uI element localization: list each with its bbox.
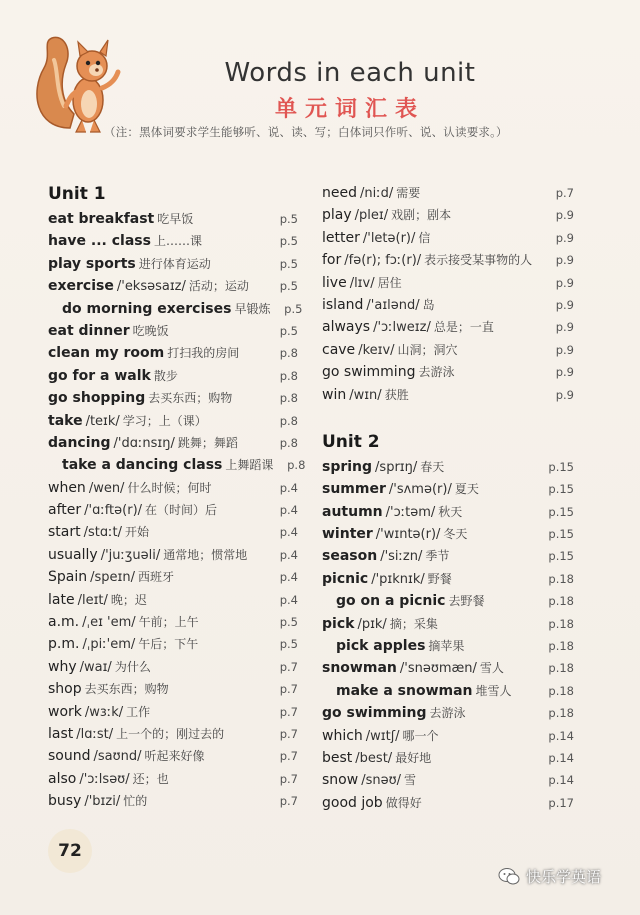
vocab-word: always: [322, 319, 371, 336]
vocab-entry: [48, 208, 298, 230]
vocab-entry: [322, 316, 574, 338]
vocab-page-ref: p.9: [555, 365, 574, 380]
vocab-page-ref: p.18: [548, 683, 574, 698]
vocab-word: cave: [322, 341, 356, 358]
vocab-word: go shopping: [48, 390, 146, 407]
vocab-meaning: 为什么: [114, 659, 151, 674]
vocab-word: work: [48, 703, 82, 720]
vocab-entry: [48, 320, 298, 342]
vocab-phonetic: /'ɔːlsəʊ/: [79, 771, 130, 787]
vocab-entry: [322, 501, 574, 523]
vocab-word: take: [48, 412, 83, 429]
vocab-meaning: 打扫我的房间: [167, 346, 240, 361]
vocab-word: shop: [48, 681, 82, 698]
vocab-word: busy: [48, 793, 82, 810]
vocab-entry: [48, 387, 298, 409]
vocab-word: eat breakfast: [48, 211, 155, 227]
vocab-meaning: 戏剧；剧本: [391, 208, 452, 223]
right-column: [322, 182, 574, 814]
vocab-meaning: 早锻炼: [234, 301, 271, 316]
vocab-entry: [322, 725, 574, 747]
vocab-meaning: 获胜: [384, 387, 409, 402]
vocab-page-ref: p.18: [548, 571, 574, 586]
vocab-word: after: [48, 502, 82, 519]
vocab-meaning: 去游泳: [429, 706, 466, 721]
vocab-page-ref: p.9: [555, 253, 574, 268]
vocab-entry: [48, 410, 298, 432]
vocab-entry: [322, 769, 574, 791]
vocab-word: go swimming: [322, 364, 416, 381]
vocab-word: eat dinner: [48, 322, 130, 339]
vocab-page-ref: p.7: [279, 771, 298, 786]
vocab-entry: [48, 477, 298, 499]
vocab-page-ref: p.15: [548, 482, 574, 497]
vocab-phonetic: /fə(r); fɔː(r)/: [344, 253, 422, 269]
vocab-entry: [48, 454, 306, 476]
vocab-word: play sports: [48, 255, 136, 272]
usage-note: （注：黑体词要求学生能够听、说、读、写；白体词只作听、说、认读要求。）: [104, 125, 508, 139]
vocab-word: picnic: [322, 570, 369, 587]
vocab-page-ref: p.5: [279, 279, 298, 294]
vocab-meaning: 春天: [420, 459, 445, 474]
vocab-phonetic: /pɪk/: [357, 616, 387, 632]
vocab-entry: [322, 680, 574, 702]
unit-1-heading: Unit 1: [48, 184, 106, 204]
left-column: [48, 182, 306, 813]
vocab-meaning: 哪一个: [402, 728, 439, 743]
vocab-entry: [48, 298, 303, 320]
vocab-entry: [322, 272, 574, 294]
vocab-entry: [48, 678, 298, 700]
vocab-entry: [322, 702, 574, 724]
vocab-page-ref: p.9: [555, 387, 574, 402]
vocab-word: start: [48, 524, 81, 541]
vocab-phonetic: /wɜːk/: [84, 704, 124, 720]
vocab-meaning: 晚；迟: [110, 592, 147, 607]
vocab-word: spring: [322, 458, 373, 475]
vocab-phonetic: /wen/: [88, 480, 125, 496]
vocab-word: play: [322, 207, 352, 224]
vocab-meaning: 跳舞；舞蹈: [177, 435, 238, 450]
vocab-page-ref: p.4: [279, 525, 298, 540]
vocab-page-ref: p.14: [548, 773, 574, 788]
vocab-meaning: 去游泳: [418, 365, 455, 380]
vocab-entry: [48, 768, 298, 790]
vocab-page-ref: p.7: [279, 749, 298, 764]
vocab-entry: [322, 456, 574, 478]
vocab-entry: [322, 182, 574, 204]
vocab-word: late: [48, 591, 75, 608]
vocab-page-ref: p.15: [548, 527, 574, 542]
vocab-word: go on a picnic: [336, 593, 446, 610]
vocab-page-ref: p.7: [279, 794, 298, 809]
vocab-meaning: 居住: [377, 275, 402, 290]
page-title: Words in each unit: [224, 58, 476, 88]
vocab-phonetic: /stɑːt/: [83, 525, 122, 541]
vocab-page-ref: p.8: [287, 458, 306, 473]
vocab-meaning: 做得好: [385, 795, 422, 810]
vocab-entry: [48, 253, 298, 275]
vocab-page-ref: p.18: [548, 616, 574, 631]
vocab-phonetic: /'eksəsaɪz/: [116, 279, 186, 295]
vocab-meaning: 午前；上午: [138, 615, 199, 630]
vocab-meaning: 西班牙: [137, 570, 174, 585]
vocab-page-ref: p.5: [279, 234, 298, 249]
vocab-meaning: 秋天: [438, 504, 463, 519]
vocab-entry: [48, 432, 298, 454]
vocab-page-ref: p.4: [279, 547, 298, 562]
vocab-meaning: 冬天: [443, 527, 468, 542]
vocab-meaning: 最好地: [395, 750, 432, 765]
vocab-page-ref: p.17: [548, 795, 574, 810]
vocab-meaning: 山洞；洞穴: [397, 342, 458, 357]
vocab-entry: [48, 611, 298, 633]
vocab-word: win: [322, 386, 347, 403]
vocab-word: make a snowman: [336, 682, 473, 699]
vocab-phonetic: /speɪn/: [90, 570, 135, 586]
vocab-word: also: [48, 770, 77, 787]
vocab-meaning: 信: [418, 230, 431, 245]
vocab-word: exercise: [48, 278, 114, 295]
vocab-word: live: [322, 274, 347, 291]
vocab-meaning: 工作: [126, 704, 151, 719]
vocab-word: letter: [322, 229, 360, 246]
vocab-meaning: 活动；运动: [188, 279, 249, 294]
vocab-word: sound: [48, 748, 91, 765]
vocab-page-ref: p.9: [555, 342, 574, 357]
vocab-phonetic: /teɪk/: [85, 413, 120, 429]
vocab-page-ref: p.8: [279, 368, 298, 383]
vocab-page-ref: p.7: [279, 682, 298, 697]
vocab-word: winter: [322, 526, 373, 543]
vocab-page-ref: p.18: [548, 594, 574, 609]
vocab-meaning: 表示接受某事物的人: [424, 253, 533, 268]
vocab-phonetic: /'juːʒuəli/: [100, 547, 161, 563]
vocab-phonetic: /'dɑːnsɪŋ/: [113, 435, 175, 451]
vocab-phonetic: /'ɑːftə(r)/: [84, 503, 143, 519]
vocab-word: pick apples: [336, 638, 426, 655]
vocab-phonetic: /'snəʊmæn/: [399, 661, 477, 677]
vocab-phonetic: /wɪtʃ/: [365, 728, 400, 744]
vocab-phonetic: /leɪt/: [77, 592, 108, 608]
vocab-page-ref: p.8: [279, 435, 298, 450]
vocab-word: clean my room: [48, 345, 165, 362]
vocab-phonetic: /ˌpiː'em/: [82, 637, 136, 653]
vocab-phonetic: /lɑːst/: [76, 726, 114, 742]
vocab-meaning: 散步: [153, 368, 178, 383]
vocab-meaning: 去买东西；购物: [84, 682, 169, 697]
vocab-phonetic: /'letə(r)/: [362, 230, 416, 246]
vocab-phonetic: /waɪ/: [79, 659, 112, 675]
vocab-word: take a dancing class: [62, 457, 223, 474]
vocab-entry: [322, 635, 574, 657]
vocab-page-ref: p.15: [548, 549, 574, 564]
vocab-entry: [48, 499, 298, 521]
vocab-page-ref: p.4: [279, 480, 298, 495]
vocab-meaning: 吃早饭: [157, 212, 194, 226]
vocab-meaning: 吃晚饭: [132, 323, 169, 338]
vocab-page-ref: p.5: [279, 212, 298, 226]
vocab-meaning: 去野餐: [448, 594, 485, 609]
vocab-entry: [322, 294, 574, 316]
vocab-page-ref: p.5: [279, 637, 298, 652]
vocab-entry: [322, 523, 574, 545]
vocab-entry: [322, 613, 574, 635]
vocab-meaning: 上舞蹈课: [225, 458, 274, 473]
vocab-entry: [48, 633, 298, 655]
vocab-meaning: 开始: [124, 525, 149, 540]
wechat-icon: [498, 867, 520, 887]
vocab-page-ref: p.15: [548, 459, 574, 474]
vocab-word: dancing: [48, 434, 111, 451]
vocab-word: island: [322, 296, 364, 313]
vocab-meaning: 夏天: [454, 482, 479, 497]
vocab-phonetic: /snəʊ/: [361, 773, 401, 789]
vocab-entry: [48, 230, 298, 252]
vocab-meaning: 去买东西；购物: [148, 391, 233, 406]
vocab-word: snow: [322, 772, 359, 789]
vocab-entry: [48, 521, 298, 543]
vocab-page-ref: p.7: [279, 726, 298, 741]
vocab-word: snowman: [322, 660, 397, 677]
vocab-word: why: [48, 658, 77, 675]
vocab-meaning: 总是；一直: [433, 320, 494, 335]
vocab-meaning: 岛: [422, 297, 435, 312]
vocab-entry: [322, 792, 574, 814]
vocab-phonetic: /niːd/: [360, 186, 394, 201]
vocab-phonetic: /ˌeɪ 'em/: [82, 615, 136, 631]
vocab-page-ref: p.5: [279, 615, 298, 630]
unit-2-heading: Unit 2: [322, 431, 380, 452]
vocab-entry: [48, 745, 298, 767]
vocab-phonetic: /'sʌmə(r)/: [388, 482, 452, 498]
vocab-page-ref: p.14: [548, 750, 574, 765]
vocab-meaning: 午后；下午: [138, 637, 199, 652]
vocab-phonetic: /lɪv/: [349, 275, 375, 291]
vocab-word: last: [48, 725, 74, 742]
vocab-page-ref: p.7: [279, 704, 298, 719]
vocab-entry: [48, 790, 298, 812]
vocab-word: go for a walk: [48, 367, 151, 384]
vocab-word: Spain: [48, 569, 88, 586]
vocab-page-ref: p.18: [548, 706, 574, 721]
vocab-word: need: [322, 185, 357, 201]
vocab-entry: [48, 544, 298, 566]
watermark: [498, 866, 601, 887]
vocab-entry: [322, 227, 574, 249]
vocab-word: p.m.: [48, 636, 80, 653]
vocab-entry: [48, 365, 298, 387]
vocab-entry: [322, 204, 574, 226]
unit-1-word-list: [48, 208, 306, 813]
vocab-page-ref: p.8: [279, 391, 298, 406]
vocab-meaning: 学习；上（课）: [122, 413, 207, 428]
vocab-phonetic: /'siːzn/: [380, 549, 423, 565]
vocab-word: when: [48, 479, 86, 496]
vocab-meaning: 什么时候；何时: [127, 480, 212, 495]
vocab-phonetic: /'pɪknɪk/: [371, 571, 425, 587]
vocab-phonetic: /'wɪntə(r)/: [375, 527, 441, 543]
vocab-meaning: 听起来好像: [144, 749, 205, 764]
vocab-page-ref: p.9: [555, 208, 574, 223]
unit-2-word-list: [322, 456, 574, 814]
vocab-entry: [48, 656, 298, 678]
vocab-entry: [322, 747, 574, 769]
vocab-phonetic: /'aɪlənd/: [366, 297, 420, 313]
page-number: 72: [48, 829, 92, 873]
vocab-page-ref: p.4: [279, 570, 298, 585]
vocab-word: have ... class: [48, 233, 151, 250]
vocab-page-ref: p.8: [279, 413, 298, 428]
vocab-page-ref: p.5: [284, 301, 303, 316]
vocab-page-ref: p.9: [555, 320, 574, 335]
vocab-meaning: 季节: [425, 549, 450, 564]
vocab-entry: [48, 342, 298, 364]
vocab-entry: [322, 361, 574, 383]
vocab-word: do morning exercises: [62, 300, 232, 317]
vocab-word: usually: [48, 546, 98, 563]
vocab-word: for: [322, 252, 342, 269]
vocab-word: go swimming: [322, 705, 427, 722]
vocab-page-ref: p.18: [548, 661, 574, 676]
vocab-entry: [322, 384, 574, 406]
vocab-word: autumn: [322, 503, 383, 520]
vocab-page-ref: p.18: [548, 639, 574, 654]
vocab-meaning: 上一个的；刚过去的: [116, 726, 225, 741]
vocab-page-ref: p.14: [548, 728, 574, 743]
vocab-meaning: 野餐: [427, 571, 452, 586]
vocab-phonetic: /'ɔːtəm/: [385, 504, 436, 520]
vocab-page-ref: p.4: [279, 592, 298, 607]
vocab-phonetic: /saʊnd/: [93, 749, 142, 765]
vocab-phonetic: /pleɪ/: [354, 208, 389, 224]
vocab-word: summer: [322, 481, 386, 498]
vocab-word: pick: [322, 615, 355, 632]
vocab-page-ref: p.5: [279, 256, 298, 271]
vocab-word: a.m.: [48, 614, 80, 631]
vocab-phonetic: /'ɔːlweɪz/: [373, 320, 431, 336]
vocab-page-ref: p.9: [555, 230, 574, 245]
vocab-entry: [322, 249, 574, 271]
vocab-meaning: 雪人: [479, 661, 504, 676]
vocab-word: best: [322, 749, 353, 766]
vocab-meaning: 上……课: [153, 234, 202, 249]
vocab-meaning: 堆雪人: [475, 683, 512, 698]
vocab-page-ref: p.9: [555, 275, 574, 290]
vocab-meaning: 在（时间）后: [145, 503, 218, 518]
unit-1-word-list-continued: [322, 182, 574, 406]
vocab-entry: [322, 590, 574, 612]
vocab-word: good job: [322, 794, 383, 811]
vocab-page-ref: p.4: [279, 503, 298, 518]
vocab-page-ref: p.15: [548, 504, 574, 519]
vocab-entry: [48, 275, 298, 297]
vocab-phonetic: /sprɪŋ/: [375, 459, 418, 475]
vocab-entry: [48, 566, 298, 588]
vocab-page-ref: p.7: [279, 659, 298, 674]
vocab-entry: [48, 701, 298, 723]
vocab-entry: [322, 657, 574, 679]
vocab-entry: [48, 589, 298, 611]
vocab-entry: [322, 545, 574, 567]
vocab-meaning: 还；也: [132, 771, 169, 786]
vocab-meaning: 需要: [396, 186, 421, 200]
vocab-meaning: 通常地；惯常地: [163, 547, 248, 562]
vocab-phonetic: /keɪv/: [358, 342, 395, 358]
vocab-page-ref: p.7: [555, 186, 574, 200]
vocab-entry: [322, 339, 574, 361]
vocab-entry: [322, 478, 574, 500]
vocab-word: which: [322, 727, 363, 744]
vocab-phonetic: /wɪn/: [349, 387, 382, 403]
vocab-phonetic: /'bɪzi/: [84, 794, 121, 810]
vocab-entry: [322, 568, 574, 590]
watermark-text: 快乐学英语: [526, 868, 602, 886]
vocab-meaning: 摘；采集: [389, 616, 438, 631]
vocab-page-ref: p.8: [279, 346, 298, 361]
page-subtitle: 单元词汇表: [274, 96, 425, 122]
vocab-page-ref: p.9: [555, 297, 574, 312]
vocab-meaning: 进行体育运动: [138, 256, 211, 271]
vocab-phonetic: /best/: [355, 750, 393, 766]
vocab-meaning: 雪: [404, 773, 417, 788]
vocab-page-ref: p.5: [279, 323, 298, 338]
vocab-word: season: [322, 548, 378, 565]
vocab-meaning: 忙的: [123, 794, 148, 809]
vocab-entry: [48, 723, 298, 745]
vocab-meaning: 摘苹果: [428, 639, 465, 654]
